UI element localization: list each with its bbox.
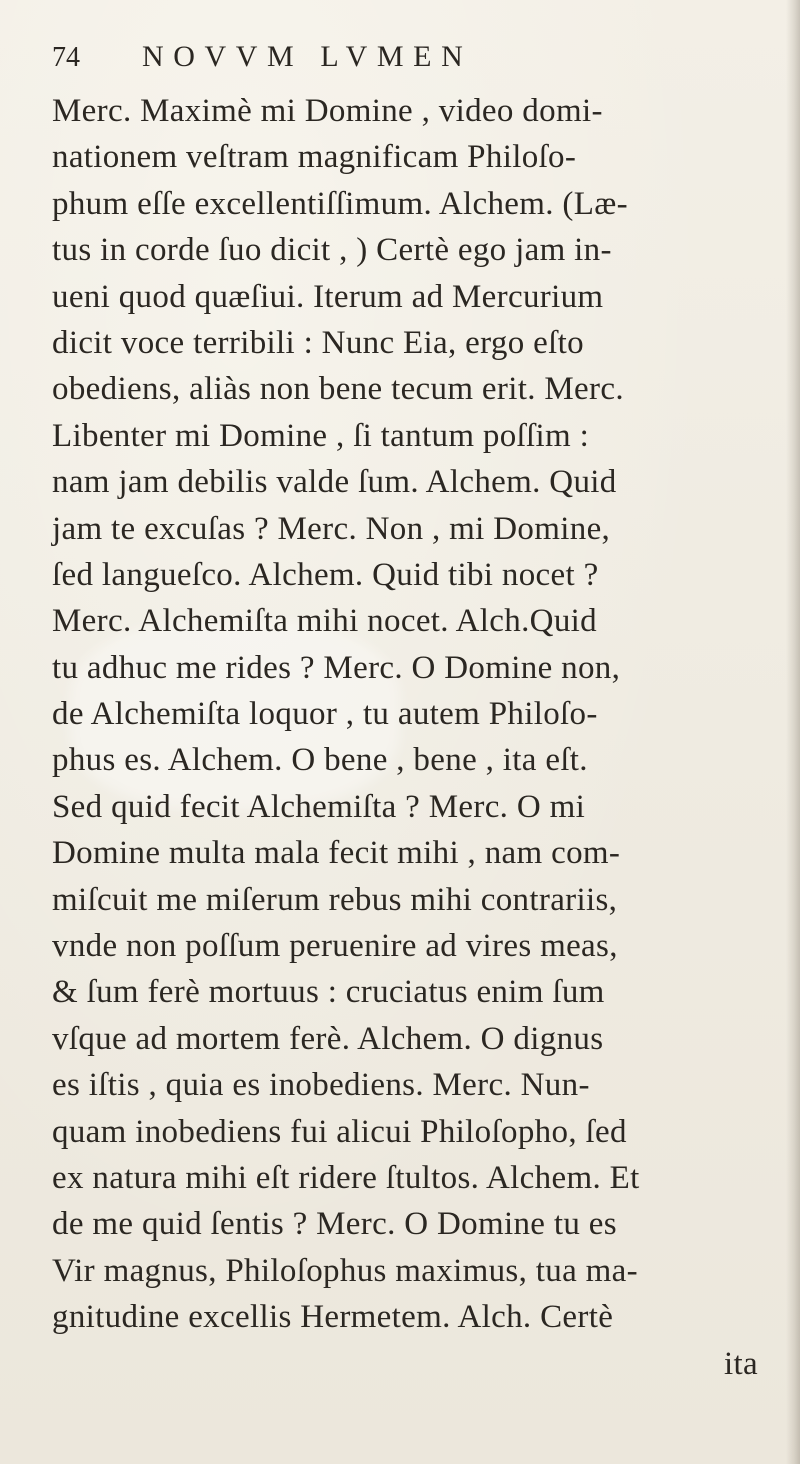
catchword: ita: [724, 1345, 758, 1382]
text-line: Merc. Alchemiſta mihi nocet. Alch.Quid: [52, 603, 598, 640]
text-line: Merc. Maximè mi Domine , video domi-: [52, 93, 603, 129]
running-head: NOVVM LVMEN: [142, 40, 473, 73]
text-line: Domine multa mala fecit mihi , nam com-: [52, 835, 621, 872]
text-line: ſed langueſco. Alchem. Quid tibi nocet ?: [52, 556, 599, 593]
page-number: 74: [52, 42, 80, 73]
text-line: quam inobediens fui alicui Philoſopho, ſed: [52, 1113, 627, 1150]
text-line: dicit voce terribili : Nunc Eia, ergo eſto: [52, 324, 584, 361]
text-line: es iſtis , quia es inobediens. Merc. Nun-: [52, 1067, 590, 1104]
text-line: phum eſſe excellentiſſimum. Alchem. (Læ-: [52, 185, 628, 222]
text-line: ex natura mihi eſt ridere ſtultos. Alchem. Et: [52, 1159, 640, 1196]
text-line: miſcuit me miſerum rebus mihi contrariis,: [52, 881, 618, 918]
text-line: de me quid ſentis ? Merc. O Domine tu es: [52, 1206, 617, 1243]
text-line: de Alchemiſta loquor , tu autem Philoſo-: [52, 696, 598, 733]
text-line: tus in corde ſuo dicit , ) Certè ego jam in-: [52, 232, 612, 269]
text-line: obediens, aliàs non bene tecum erit. Merc.: [52, 371, 624, 408]
text-line: phus es. Alchem. O bene , bene , ita eſt.: [52, 742, 588, 779]
text-line: jam te excuſas ? Merc. Non , mi Domine,: [52, 510, 611, 547]
text-line: ueni quod quæſiui. Iterum ad Mercurium: [52, 278, 604, 315]
text-line: nam jam debilis valde ſum. Alchem. Quid: [52, 464, 617, 501]
text-line: vſque ad mortem ferè. Alchem. O dignus: [52, 1020, 604, 1057]
page-edge-shadow: [786, 0, 800, 1464]
text-block: [52, 40, 772, 1387]
text-line: tu adhuc me rides ? Merc. O Domine non,: [52, 649, 621, 686]
text-line: Sed quid fecit Alchemiſta ? Merc. O mi: [52, 788, 586, 825]
text-line: vnde non poſſum peruenire ad vires meas,: [52, 928, 618, 965]
text-line: Libenter mi Domine , ſi tantum poſſim :: [52, 417, 590, 454]
text-line: Vir magnus, Philoſophus maximus, tua ma-: [52, 1252, 638, 1289]
text-line: & ſum ferè mortuus : cruciatus enim ſum: [52, 974, 605, 1011]
body-text: [52, 88, 772, 1387]
page-header: [52, 40, 772, 88]
text-line: nationem veſtram magnificam Philoſo-: [52, 139, 577, 176]
text-line: gnitudine excellis Hermetem. Alch. Certè: [52, 1299, 614, 1336]
